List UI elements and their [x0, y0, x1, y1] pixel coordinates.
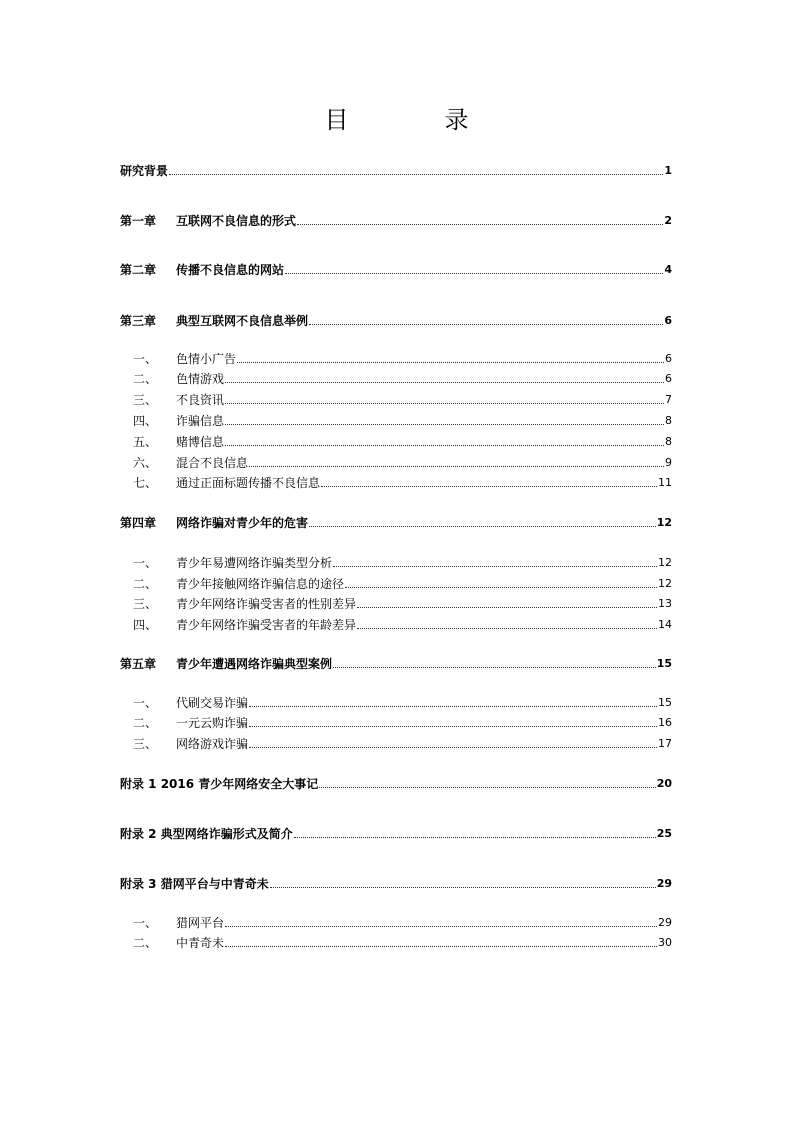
toc-page-number: 1 [664, 164, 672, 177]
toc-entry-number: 第五章 [120, 657, 157, 671]
toc-section-entry[interactable] [120, 593, 672, 611]
dot-leader [309, 323, 663, 325]
toc-page-number: 2 [664, 214, 672, 227]
dot-leader [249, 465, 664, 467]
toc-entry-number: 第二章 [120, 263, 157, 277]
toc-entry-number: 一、 [133, 556, 158, 570]
toc-entry-number: 第一章 [120, 214, 157, 228]
toc-page-number: 20 [656, 777, 672, 790]
dot-leader [225, 444, 664, 446]
dot-leader [225, 925, 657, 927]
toc-section-entry[interactable] [120, 912, 672, 930]
dot-leader [237, 361, 664, 363]
toc-entry-number: 六、 [133, 456, 158, 470]
toc-page-number: 6 [664, 314, 672, 327]
toc-page-number: 30 [658, 936, 672, 949]
toc-entry-label: 网络诈骗对青少年的危害 [176, 516, 309, 530]
toc-entry-label: 青少年遭遇网络诈骗典型案例 [176, 657, 333, 671]
toc-entry-label: 通过正面标题传播不良信息 [176, 476, 321, 490]
toc-page-number: 12 [656, 516, 672, 529]
toc-entry-label: 诈骗信息 [176, 414, 225, 428]
toc-section-entry[interactable] [120, 692, 672, 710]
toc-section-entry[interactable] [120, 348, 672, 366]
toc-chapter-entry[interactable] [120, 310, 672, 328]
dot-leader [309, 525, 656, 527]
toc-page-number: 6 [665, 352, 672, 365]
toc-section-entry[interactable] [120, 712, 672, 730]
toc-entry-number: 三、 [133, 597, 158, 611]
toc-page-number: 14 [658, 618, 672, 631]
page-title: 目 录 [324, 106, 505, 134]
toc-page-number: 25 [656, 827, 672, 840]
toc-section-entry[interactable] [120, 452, 672, 470]
toc-entry-label: 色情游戏 [176, 372, 225, 386]
dot-leader [294, 836, 656, 838]
dot-leader [345, 586, 657, 588]
dot-leader [225, 402, 664, 404]
dot-leader [249, 746, 657, 748]
toc-page-number: 12 [658, 556, 672, 569]
dot-leader [169, 173, 663, 175]
toc-entry-number: 第四章 [120, 516, 157, 530]
toc-entry-number: 二、 [133, 577, 158, 591]
dot-leader [333, 565, 657, 567]
toc-page-number: 7 [665, 393, 672, 406]
toc-page-number: 29 [656, 877, 672, 890]
toc-page-number: 6 [665, 372, 672, 385]
toc-section-entry[interactable] [120, 932, 672, 950]
toc-entry-number: 二、 [133, 936, 158, 950]
toc-chapter-entry[interactable] [120, 873, 672, 891]
toc-page-number: 8 [665, 435, 672, 448]
toc-section-entry[interactable] [120, 614, 672, 632]
toc-entry-label: 附录 1 2016 青少年网络安全大事记 [120, 777, 319, 791]
toc-entry-label: 典型互联网不良信息举例 [176, 314, 309, 328]
toc-section-entry[interactable] [120, 389, 672, 407]
toc-entry-label: 代刷交易诈骗 [176, 696, 249, 710]
toc-entry-number: 五、 [133, 435, 158, 449]
toc-entry-label: 网络游戏诈骗 [176, 737, 249, 751]
dot-leader [270, 886, 656, 888]
toc-chapter-entry[interactable] [120, 160, 672, 178]
toc-entry-label: 一元云购诈骗 [176, 716, 249, 730]
dot-leader [225, 381, 664, 383]
toc-section-entry[interactable] [120, 733, 672, 751]
dot-leader [249, 705, 657, 707]
toc-entry-number: 四、 [133, 618, 158, 632]
toc-entry-label: 研究背景 [120, 164, 169, 178]
toc-section-entry[interactable] [120, 410, 672, 428]
toc-entry-label: 猎网平台 [176, 916, 225, 930]
toc-entry-number: 三、 [133, 737, 158, 751]
toc-page-number: 16 [658, 716, 672, 729]
toc-chapter-entry[interactable] [120, 653, 672, 671]
toc-entry-label: 附录 3 猎网平台与中青奇未 [120, 877, 269, 891]
toc-page-number: 9 [665, 456, 672, 469]
toc-section-entry[interactable] [120, 368, 672, 386]
toc-entry-label: 青少年网络诈骗受害者的年龄差异 [176, 618, 357, 632]
toc-chapter-entry[interactable] [120, 210, 672, 228]
toc-chapter-entry[interactable] [120, 823, 672, 841]
toc-section-entry[interactable] [120, 573, 672, 591]
toc-entry-label: 青少年易遭网络诈骗类型分析 [176, 556, 333, 570]
toc-page-number: 15 [658, 696, 672, 709]
toc-entry-label: 青少年网络诈骗受害者的性别差异 [176, 597, 357, 611]
toc-entry-number: 第三章 [120, 314, 157, 328]
toc-entry-number: 三、 [133, 393, 158, 407]
dot-leader [285, 272, 663, 274]
toc-entry-number: 四、 [133, 414, 158, 428]
dot-leader [297, 223, 663, 225]
toc-entry-number: 一、 [133, 916, 158, 930]
toc-entry-number: 七、 [133, 476, 158, 490]
toc-entry-number: 二、 [133, 716, 158, 730]
toc-page-number: 15 [656, 657, 672, 670]
dot-leader [225, 945, 657, 947]
toc-page-number: 17 [658, 737, 672, 750]
toc-page-number: 12 [658, 577, 672, 590]
toc-chapter-entry[interactable] [120, 773, 672, 791]
toc-section-entry[interactable] [120, 552, 672, 570]
dot-leader [319, 786, 655, 788]
toc-entry-label: 不良资讯 [176, 393, 225, 407]
dot-leader [357, 627, 657, 629]
dot-leader [333, 666, 656, 668]
toc-section-entry[interactable] [120, 472, 672, 490]
toc-page-number: 4 [664, 263, 672, 276]
toc-entry-label: 附录 2 典型网络诈骗形式及简介 [120, 827, 293, 841]
toc-entry-number: 一、 [133, 696, 158, 710]
toc-entry-number: 二、 [133, 372, 158, 386]
dot-leader [357, 606, 657, 608]
toc-entry-label: 中青奇未 [176, 936, 225, 950]
toc-entry-number: 一、 [133, 352, 158, 366]
dot-leader [225, 423, 664, 425]
dot-leader [249, 725, 657, 727]
toc-entry-label: 色情小广告 [176, 352, 237, 366]
toc-entry-label: 互联网不良信息的形式 [176, 214, 297, 228]
toc-page-number: 8 [665, 414, 672, 427]
toc-entry-label: 青少年接触网络诈骗信息的途径 [176, 577, 345, 591]
toc-page-number: 29 [658, 916, 672, 929]
toc-page-number: 11 [658, 476, 672, 489]
dot-leader [321, 485, 657, 487]
toc-section-entry[interactable] [120, 431, 672, 449]
toc-entry-label: 传播不良信息的网站 [176, 263, 285, 277]
toc-page-number: 13 [658, 597, 672, 610]
toc-entry-label: 赌博信息 [176, 435, 225, 449]
toc-chapter-entry[interactable] [120, 512, 672, 530]
toc-chapter-entry[interactable] [120, 259, 672, 277]
toc-entry-label: 混合不良信息 [176, 456, 249, 470]
